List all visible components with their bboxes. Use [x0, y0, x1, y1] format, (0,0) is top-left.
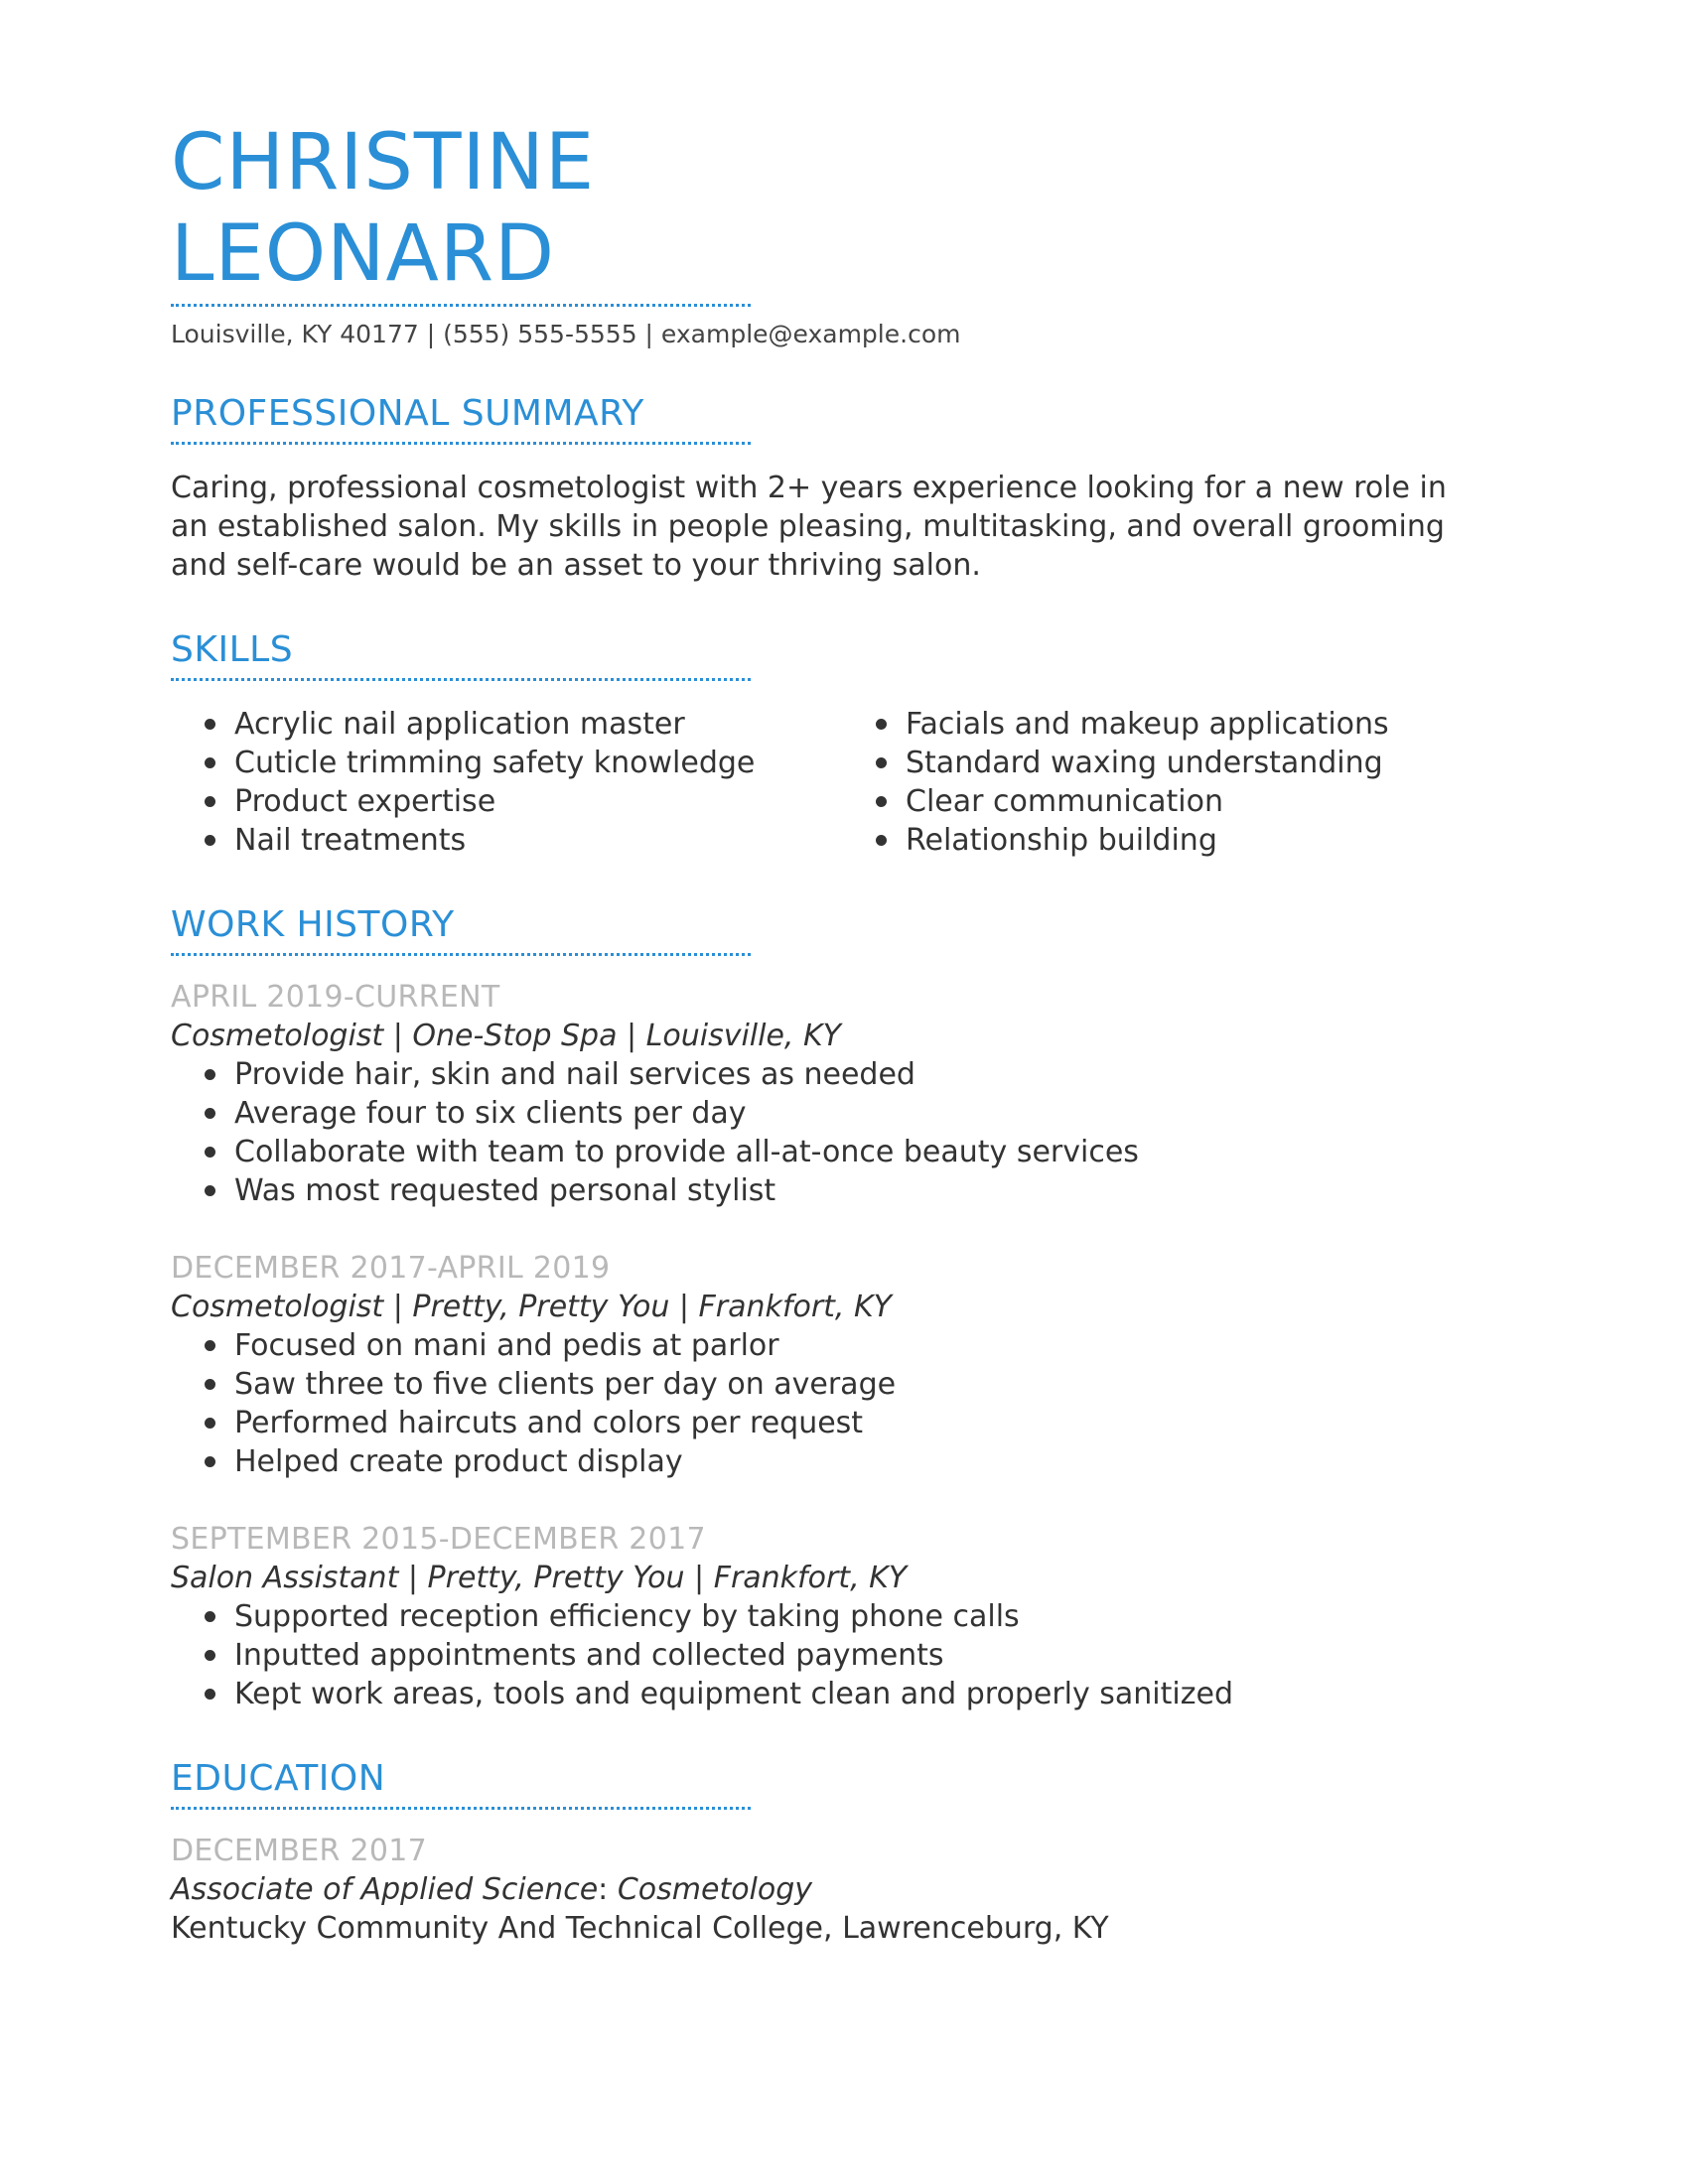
bullet-icon [205, 1456, 215, 1467]
bullet-icon [205, 719, 215, 730]
job-bullet: Inputted appointments and collected payments [171, 1636, 1521, 1675]
degree-separator: : [598, 1872, 618, 1907]
work-history-heading: WORK HISTORY [171, 904, 455, 945]
job-bullet: Supported reception efficiency by taking phone calls [171, 1597, 1521, 1636]
summary-heading: PROFESSIONAL SUMMARY [171, 393, 644, 434]
education-entry [171, 1832, 1521, 1948]
skills-grid [171, 705, 1521, 860]
degree-name: Associate of Applied Science [171, 1872, 599, 1907]
degree-field: Cosmetology [617, 1872, 813, 1907]
bullet-icon [205, 1689, 215, 1700]
last-name: LEONARD [171, 209, 556, 299]
bullet-icon [205, 835, 215, 846]
summary-line: and self-care would be an asset to your thriving salon. [171, 548, 981, 583]
job-bullet: Focused on mani and pedis at parlor [171, 1326, 1521, 1365]
contact-info: Louisville, KY 40177 | (555) 555-5555 | example@example.com [171, 320, 961, 348]
skills-heading: SKILLS [171, 629, 294, 670]
skill-item: Standard waxing understanding [842, 744, 1513, 782]
summary-section [171, 392, 1521, 585]
job-dates: SEPTEMBER 2015-DECEMBER 2017 [171, 1522, 706, 1557]
bullet-icon [205, 1069, 215, 1080]
school-name: Kentucky Community And Technical College, Lawrenceburg, KY [171, 1911, 1109, 1946]
bullet-icon [876, 757, 887, 768]
skills-column-right [842, 705, 1513, 860]
job-entry [171, 978, 1521, 1210]
resume-header [171, 117, 1521, 352]
bullet-icon [876, 835, 887, 846]
header-divider [171, 304, 751, 307]
bullet-icon [205, 1418, 215, 1429]
resume-page [171, 117, 1521, 1948]
skill-item: Facials and makeup applications [842, 705, 1513, 744]
education-heading: EDUCATION [171, 1758, 386, 1799]
work-history-section [171, 903, 1521, 1713]
job-bullet: Average four to six clients per day [171, 1094, 1521, 1133]
skill-item: Product expertise [171, 782, 842, 821]
bullet-icon [876, 796, 887, 807]
bullet-icon [205, 1379, 215, 1390]
job-bullet: Collaborate with team to provide all-at-once beauty services [171, 1133, 1521, 1171]
skill-item: Nail treatments [171, 821, 842, 860]
first-name: CHRISTINE [171, 118, 596, 207]
bullet-icon [876, 719, 887, 730]
job-title: Cosmetologist | One-Stop Spa | Louisville, KY [171, 1019, 841, 1053]
job-bullet: Performed haircuts and colors per request [171, 1404, 1521, 1442]
job-dates: DECEMBER 2017-APRIL 2019 [171, 1251, 611, 1286]
work-history-divider [171, 953, 751, 956]
bullet-icon [205, 757, 215, 768]
summary-line: an established salon. My skills in people pleasing, multitasking, and overall grooming [171, 509, 1445, 544]
skills-column-left [171, 705, 842, 860]
summary-line: Caring, professional cosmetologist with 2+ years experience looking for a new role in [171, 471, 1447, 505]
skill-item: Relationship building [842, 821, 1513, 860]
education-degree-line [171, 1870, 1521, 1909]
bullet-icon [205, 1147, 215, 1158]
bullet-icon [205, 1340, 215, 1351]
skill-item: Cuticle trimming safety knowledge [171, 744, 842, 782]
job-bullet: Was most requested personal stylist [171, 1171, 1521, 1210]
bullet-icon [205, 1650, 215, 1661]
skill-item: Clear communication [842, 782, 1513, 821]
job-bullet: Kept work areas, tools and equipment clean and properly sanitized [171, 1675, 1521, 1713]
job-entry [171, 1520, 1521, 1713]
summary-divider [171, 442, 751, 445]
bullet-icon [205, 1108, 215, 1119]
education-date: DECEMBER 2017 [171, 1834, 428, 1868]
job-title: Cosmetologist | Pretty, Pretty You | Frankfort, KY [171, 1290, 892, 1324]
job-bullet: Provide hair, skin and nail services as needed [171, 1055, 1521, 1094]
bullet-icon [205, 1611, 215, 1622]
bullet-icon [205, 796, 215, 807]
education-section [171, 1757, 1521, 1948]
education-divider [171, 1807, 751, 1810]
summary-text [171, 469, 1521, 585]
skills-section [171, 628, 1521, 860]
skill-item: Acrylic nail application master [171, 705, 842, 744]
job-dates: APRIL 2019-CURRENT [171, 980, 500, 1015]
skills-divider [171, 678, 751, 681]
job-entry [171, 1249, 1521, 1481]
bullet-icon [205, 1185, 215, 1196]
job-bullet: Saw three to five clients per day on average [171, 1365, 1521, 1404]
job-title: Salon Assistant | Pretty, Pretty You | Frankfort, KY [171, 1561, 908, 1595]
job-bullet: Helped create product display [171, 1442, 1521, 1481]
